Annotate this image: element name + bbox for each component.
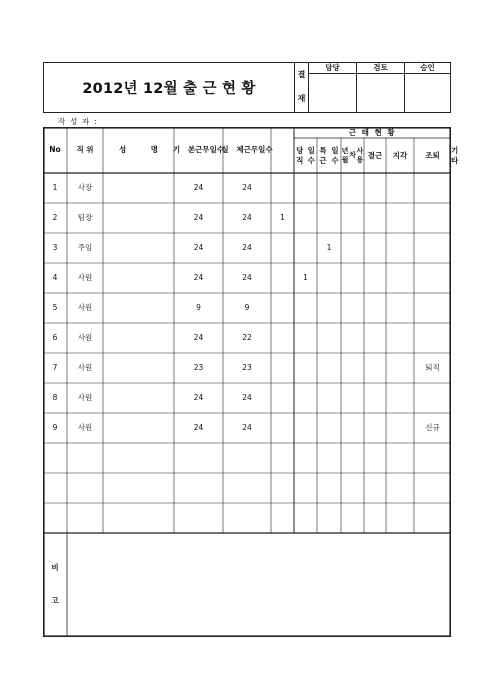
table-row-5-position-text: 사원 (77, 303, 93, 313)
table-row-8-other (414, 383, 451, 413)
author-label: 작 성 자 : (58, 117, 98, 126)
table-row-1-other (414, 173, 451, 203)
table-row-5-early (386, 293, 414, 323)
table-row-2-early (386, 203, 414, 233)
table-row-2-base-text: 24 (193, 213, 204, 223)
table-row-7-no (43, 353, 67, 383)
table-row-4-no-text: 4 (52, 273, 58, 283)
table-row-5-absence (341, 293, 364, 323)
page-title: 2012년 12월 출 근 현 황 (82, 81, 256, 97)
table-row-3-early (386, 233, 414, 263)
table-row-4-special-text: 1 (303, 273, 308, 283)
table-row-6-position-text: 사원 (77, 333, 93, 343)
table-row-12-late (364, 503, 386, 533)
table-row-3-name (103, 233, 174, 263)
table-row-9-position-text: 사원 (77, 423, 93, 433)
table-row-8-name (103, 383, 174, 413)
col-header-attendance-group-text: 근 태 현 황 (348, 127, 397, 137)
table-row-10-special (294, 443, 317, 473)
table-row-6-absence (341, 323, 364, 353)
table-row-5-leave (317, 293, 341, 323)
table-row-9-leave (317, 413, 341, 443)
table-row-3-duty (271, 233, 294, 263)
col-header-name-part: 명 (150, 145, 158, 155)
table-row-7-duty (271, 353, 294, 383)
table-row-2-absence (341, 203, 364, 233)
col-header-special-text: 일수 (331, 146, 339, 165)
table-row-5-actual-text: 9 (244, 303, 250, 313)
table-row-5-other (414, 293, 451, 323)
table-row-10-position (67, 443, 103, 473)
table-row-7-other-text: 퇴직 (425, 363, 440, 373)
table-row-3-position-text: 주임 (77, 243, 93, 253)
table-row-6-base (174, 323, 223, 353)
col-header-absence-text: 결근 (367, 150, 383, 160)
table-row-8-duty (271, 383, 294, 413)
col-header-attendance-group (294, 127, 451, 138)
table-row-4-early (386, 263, 414, 293)
table-row-4-other (414, 263, 451, 293)
table-row-6-name (103, 323, 174, 353)
table-row-11-other (414, 473, 451, 503)
table-row-4-leave (317, 263, 341, 293)
table-row-12-name (103, 503, 174, 533)
table-row-2-position-text: 팀장 (77, 213, 93, 223)
table-row-1-position-text: 사장 (77, 183, 93, 193)
table-row-10-name (103, 443, 174, 473)
table-row-11-base (174, 473, 223, 503)
approval-column-review-label: 검토 (357, 63, 404, 74)
table-row-1-position (67, 173, 103, 203)
col-header-base-days (174, 127, 223, 173)
table-row-9-late (364, 413, 386, 443)
table-row-5-actual (223, 293, 271, 323)
table-row-11-special (294, 473, 317, 503)
col-header-actual-days-text: 실 제 (221, 145, 244, 155)
table-row-10-absence (341, 443, 364, 473)
approval-column-approve-label: 승인 (405, 63, 450, 74)
table-row-1-late (364, 173, 386, 203)
col-header-base-days-text: 근무일수 (195, 145, 225, 155)
table-row-7-position-text: 사원 (77, 363, 93, 373)
col-header-late-text: 지각 (392, 150, 408, 160)
table-row-12-no (43, 503, 67, 533)
table-row-6-late (364, 323, 386, 353)
table-row-7-early (386, 353, 414, 383)
table-row-2-position (67, 203, 103, 233)
table-row-1-actual (223, 173, 271, 203)
table-row-9-base-text: 24 (193, 423, 204, 433)
table-row-4-position (67, 263, 103, 293)
table-row-11-actual (223, 473, 271, 503)
table-row-8-early (386, 383, 414, 413)
table-row-8-base-text: 24 (193, 393, 204, 403)
table-row-11-duty (271, 473, 294, 503)
table-row-6-base-text: 24 (193, 333, 204, 343)
table-row-2-other (414, 203, 451, 233)
table-row-6-other (414, 323, 451, 353)
table-row-6-actual-text: 22 (242, 333, 252, 343)
table-row-7-name (103, 353, 174, 383)
table-row-10-duty (271, 443, 294, 473)
col-header-actual-days (223, 127, 271, 173)
table-row-3-actual-text: 24 (242, 243, 252, 253)
table-row-4-absence (341, 263, 364, 293)
table-row-4-base-text: 24 (193, 273, 204, 283)
table-row-10-base (174, 443, 223, 473)
table-row-2-special (294, 203, 317, 233)
table-row-7-leave (317, 353, 341, 383)
table-row-4-name (103, 263, 174, 293)
col-header-name-part: 성 (119, 145, 127, 155)
table-row-9-absence (341, 413, 364, 443)
col-header-position-text: 직 위 (76, 145, 94, 155)
table-row-1-name (103, 173, 174, 203)
table-row-12-special (294, 503, 317, 533)
table-row-8-position (67, 383, 103, 413)
table-row-8-special (294, 383, 317, 413)
approval-column-staff (309, 63, 357, 112)
table-row-7-actual-text: 23 (242, 363, 252, 373)
col-header-name (103, 127, 174, 173)
table-row-9-no-text: 9 (52, 423, 58, 433)
table-row-4-actual-text: 24 (242, 273, 252, 283)
table-row-7-special (294, 353, 317, 383)
table-row-5-base (174, 293, 223, 323)
table-row-4-actual (223, 263, 271, 293)
table-row-2-base (174, 203, 223, 233)
table-row-5-late (364, 293, 386, 323)
table-row-12-other (414, 503, 451, 533)
table-row-12-duty (271, 503, 294, 533)
table-row-11-early (386, 473, 414, 503)
table-row-5-special (294, 293, 317, 323)
remarks-label-bottom (43, 533, 67, 637)
approval-column-review (357, 63, 405, 112)
table-row-9-other (414, 413, 451, 443)
col-header-no (43, 127, 67, 173)
table-row-9-base (174, 413, 223, 443)
table-row-5-position (67, 293, 103, 323)
table-row-4-no (43, 263, 67, 293)
table-row-4-position-text: 사원 (77, 273, 93, 283)
table-row-11-late (364, 473, 386, 503)
remarks-label-bottom-text: 고 (51, 595, 59, 605)
table-row-8-leave (317, 383, 341, 413)
table-row-9-name (103, 413, 174, 443)
document-header (43, 62, 451, 113)
approval-label (295, 63, 309, 112)
table-row-6-no-text: 6 (52, 333, 58, 343)
table-row-1-duty (271, 173, 294, 203)
table-row-8-late (364, 383, 386, 413)
table-row-10-actual (223, 443, 271, 473)
table-row-6-position (67, 323, 103, 353)
table-row-9-early (386, 413, 414, 443)
table-row-12-position (67, 503, 103, 533)
col-header-no-text: No (49, 145, 61, 155)
table-row-8-base (174, 383, 223, 413)
table-row-3-actual (223, 233, 271, 263)
col-header-leave-text: 사용 (356, 146, 364, 164)
table-row-11-absence (341, 473, 364, 503)
table-row-8-no (43, 383, 67, 413)
table-row-1-actual-text: 24 (242, 183, 252, 193)
table-row-1-no-text: 1 (52, 183, 58, 193)
table-row-11-no (43, 473, 67, 503)
col-header-special-text: 특근 (319, 146, 327, 165)
table-row-2-no (43, 203, 67, 233)
col-header-duty-text: 당직 (296, 146, 304, 165)
table-row-3-leave-text: 1 (326, 243, 332, 253)
table-row-7-actual (223, 353, 271, 383)
table-row-5-no (43, 293, 67, 323)
remarks-label-text: 비 (51, 563, 59, 572)
table-row-3-base-text: 24 (193, 243, 204, 253)
table-row-5-name (103, 293, 174, 323)
table-row-5-base-text: 9 (196, 303, 201, 313)
col-header-leave (341, 138, 364, 173)
table-row-9-no (43, 413, 67, 443)
table-row-8-position-text: 사원 (77, 393, 93, 403)
table-row-2-name (103, 203, 174, 233)
col-header-early (414, 138, 451, 173)
approval-label-top: 결 (297, 70, 306, 79)
table-row-6-special (294, 323, 317, 353)
table-row-5-no-text: 5 (52, 303, 58, 313)
table-row-9-special (294, 413, 317, 443)
table-row-2-leave (317, 203, 341, 233)
table-row-9-position (67, 413, 103, 443)
col-header-special (317, 138, 341, 173)
col-header-late (386, 138, 414, 173)
table-row-4-special (294, 263, 317, 293)
col-header-actual-days-text: 근무일수 (243, 145, 273, 155)
col-header-other-text: 기 타 (451, 146, 459, 165)
table-row-1-leave (317, 173, 341, 203)
col-header-base-days-text: 기 본 (172, 145, 196, 155)
table-row-7-base (174, 353, 223, 383)
table-row-6-early (386, 323, 414, 353)
table-row-1-base (174, 173, 223, 203)
table-row-10-no (43, 443, 67, 473)
table-row-5-duty (271, 293, 294, 323)
col-header-leave-text: 차 (349, 151, 356, 160)
table-row-11-position (67, 473, 103, 503)
table-row-3-other (414, 233, 451, 263)
table-row-1-no (43, 173, 67, 203)
table-row-3-position (67, 233, 103, 263)
table-row-10-late (364, 443, 386, 473)
table-row-12-actual (223, 503, 271, 533)
attendance-table (43, 127, 459, 637)
table-row-3-late (364, 233, 386, 263)
table-row-8-actual-text: 24 (242, 393, 252, 403)
table-row-2-late (364, 203, 386, 233)
table-row-10-leave (317, 443, 341, 473)
table-row-10-early (386, 443, 414, 473)
col-header-other (451, 138, 458, 173)
col-header-duty-text: 일수 (307, 146, 315, 165)
table-row-8-absence (341, 383, 364, 413)
table-row-9-other-text: 신규 (425, 423, 440, 433)
table-row-3-no-text: 3 (52, 243, 58, 253)
table-row-1-base-text: 24 (193, 183, 204, 193)
table-row-3-leave (317, 233, 341, 263)
table-row-7-late (364, 353, 386, 383)
approval-column-staff-label: 담당 (309, 63, 356, 74)
table-row-6-leave (317, 323, 341, 353)
table-row-2-duty (271, 203, 294, 233)
approval-label-bottom: 재 (297, 94, 306, 103)
table-row-3-base (174, 233, 223, 263)
table-row-12-base (174, 503, 223, 533)
table-row-11-leave (317, 473, 341, 503)
col-header-leave-text: 년월 (341, 146, 349, 164)
table-row-9-actual (223, 413, 271, 443)
table-row-4-late (364, 263, 386, 293)
table-row-7-other (414, 353, 451, 383)
table-row-1-special (294, 173, 317, 203)
table-row-1-early (386, 173, 414, 203)
table-row-3-special (294, 233, 317, 263)
table-row-7-base-text: 23 (193, 363, 204, 373)
table-row-7-no-text: 7 (52, 363, 58, 373)
table-row-3-absence (341, 233, 364, 263)
col-header-duty (294, 138, 317, 173)
table-row-2-actual-text: 24 (242, 213, 252, 223)
table-row-6-duty (271, 323, 294, 353)
table-row-12-leave (317, 503, 341, 533)
col-header-early-text: 조퇴 (425, 150, 440, 160)
table-row-7-position (67, 353, 103, 383)
table-row-8-actual (223, 383, 271, 413)
table-row-7-absence (341, 353, 364, 383)
table-row-8-no-text: 8 (52, 393, 58, 403)
remarks-content (67, 533, 451, 637)
table-row-6-actual (223, 323, 271, 353)
col-header-absence (364, 138, 386, 173)
table-row-3-no (43, 233, 67, 263)
title-box (44, 63, 295, 112)
table-row-4-base (174, 263, 223, 293)
table-row-10-other (414, 443, 451, 473)
table-row-9-duty (271, 413, 294, 443)
table-row-12-early (386, 503, 414, 533)
table-row-2-actual (223, 203, 271, 233)
table-row-1-absence (341, 173, 364, 203)
table-row-11-name (103, 473, 174, 503)
table-row-12-absence (341, 503, 364, 533)
table-row-2-no-text: 2 (52, 213, 58, 223)
table-row-6-no (43, 323, 67, 353)
col-header-position (67, 127, 103, 173)
table-row-9-actual-text: 24 (242, 423, 252, 433)
table-row-2-duty-text: 1 (280, 213, 285, 223)
approval-column-approve (405, 63, 450, 112)
table-row-4-duty (271, 263, 294, 293)
